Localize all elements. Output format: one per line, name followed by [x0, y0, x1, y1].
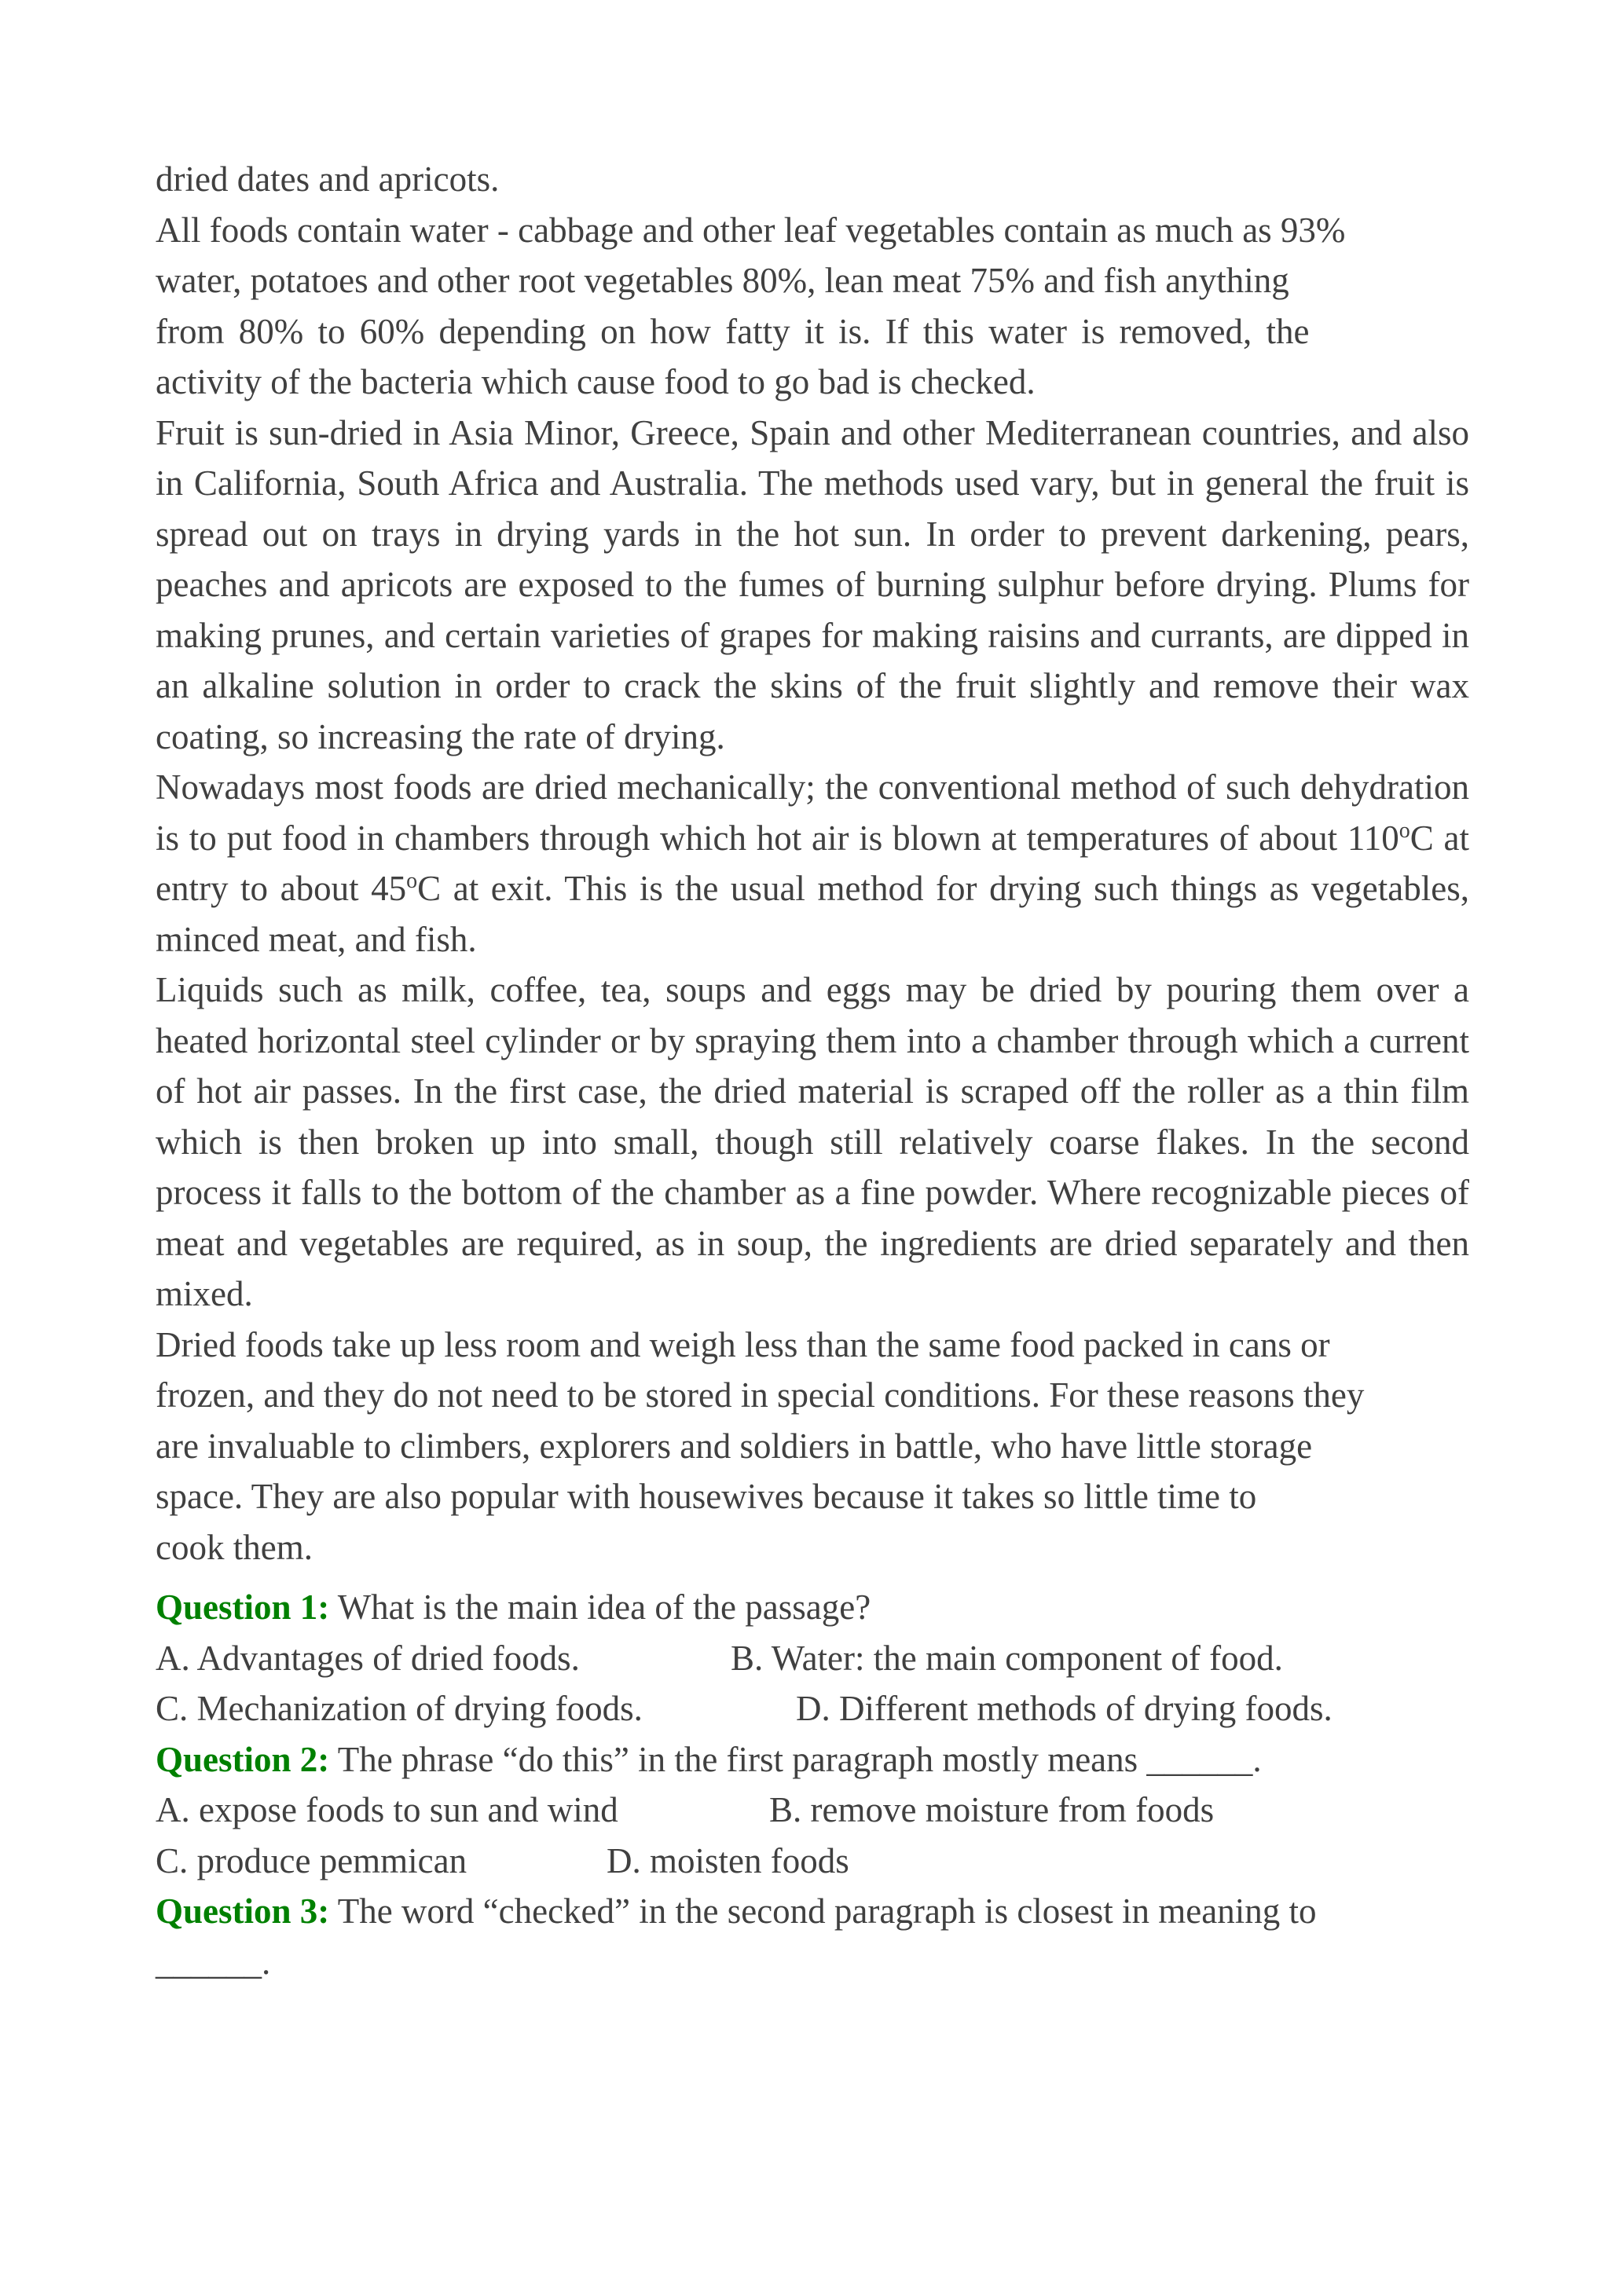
question-stem: [156, 1886, 1469, 1987]
passage-text: Nowadays most foods are dried mechanically; the conventional method of such dehydration is to put food in chambers through which hot air is blown at temperatures of about 110: [156, 767, 1469, 858]
passage-paragraph-mechanical-drying: [156, 762, 1469, 965]
question-1: [156, 1582, 1469, 1734]
passage-line: Dried foods take up less room and weigh less than the same food packed in cans or: [156, 1324, 1330, 1364]
option-a[interactable]: A. expose foods to sun and wind: [156, 1790, 618, 1829]
passage-line: water, potatoes and other root vegetables 80%, lean meat 75% and fish anything: [156, 261, 1289, 300]
passage-text: C at exit. This is the usual method for drying such things as vegetables, minced meat, and fish.: [156, 869, 1469, 959]
passage-paragraph-sun-drying: Fruit is sun-dried in Asia Minor, Greece, Spain and other Mediterranean countries, and also in California, South Africa and Australia. The methods used vary, but in general the fruit is spread out on trays in drying yards in the hot sun. In order to prevent darkening, pears, peaches and apricots are exposed to the fumes of burning sulphur before drying. Plums for making prunes, and certain varieties of grapes for making raisins and currants, are dipped in an alkaline solution in order to crack the skins of the fruit slightly and remove their wax coating, so increasing the rate of drying.: [156, 412, 1469, 756]
option-b[interactable]: B. Water: the main component of food.: [731, 1638, 1283, 1678]
passage-paragraph-fragment: [156, 154, 1469, 205]
passage-line: space. They are also popular with housewives because it takes so little time to: [156, 1477, 1257, 1516]
passage-text: C at entry to about 45: [156, 818, 1470, 908]
question-stem: [156, 1582, 1469, 1633]
passage-line: are invaluable to climbers, explorers and soldiers in battle, who have little storage: [156, 1426, 1313, 1466]
question-label: Question 2:: [156, 1739, 330, 1779]
passage-line: All foods contain water - cabbage and other leaf vegetables contain as much as 93%: [156, 210, 1346, 250]
option-c[interactable]: C. Mechanization of drying foods.: [156, 1689, 643, 1728]
passage-line: dried dates and apricots.: [156, 159, 500, 199]
option-b[interactable]: B. remove moisture from foods: [769, 1790, 1215, 1829]
passage-paragraph-liquid-drying: Liquids such as milk, coffee, tea, soups and eggs may be dried by pouring them over a heated horizontal steel cylinder or by spraying them into a chamber through which a current of hot air passes. In the first case, the dried material is scraped off the roller as a thin film which is then broken up into small, though still relatively coarse flakes. In the second process it falls to the bottom of the chamber as a fine powder. Where recognizable pieces of meat and vegetables are required, as in soup, the ingredients are dried separately and then mixed.: [156, 970, 1469, 1313]
document-page: [156, 154, 1469, 1987]
answer-blank: ______.: [156, 1942, 271, 1982]
question-label: Question 3:: [156, 1891, 330, 1931]
question-3: [156, 1886, 1469, 1987]
options-row: [156, 1785, 1469, 1836]
question-text: What is the main idea of the passage?: [329, 1587, 871, 1627]
question-stem: [156, 1734, 1469, 1785]
reading-passage: [156, 154, 1469, 1573]
option-a[interactable]: A. Advantages of dried foods.: [156, 1638, 580, 1678]
question-text: The phrase “do this” in the first paragraph mostly means ______.: [329, 1739, 1262, 1779]
passage-line: from 80% to 60% depending on how fatty it is. If this water is removed, the: [156, 311, 1310, 351]
passage-line: cook them.: [156, 1527, 313, 1567]
option-c[interactable]: C. produce pemmican: [156, 1840, 467, 1880]
options-row: [156, 1836, 1469, 1887]
question-label: Question 1:: [156, 1587, 330, 1627]
degree-superscript: o: [406, 869, 418, 893]
passage-paragraph-advantages: [156, 1320, 1469, 1573]
passage-line: frozen, and they do not need to be stored in special conditions. For these reasons they: [156, 1375, 1365, 1415]
passage-paragraph-water-content: [156, 205, 1469, 408]
degree-superscript: o: [1399, 818, 1410, 843]
options-row: [156, 1683, 1469, 1734]
question-2: [156, 1734, 1469, 1887]
option-d[interactable]: D. Different methods of drying foods.: [796, 1689, 1333, 1728]
option-d[interactable]: D. moisten foods: [607, 1840, 849, 1880]
options-row: [156, 1633, 1469, 1684]
passage-line: activity of the bacteria which cause food to go bad is checked.: [156, 362, 1036, 401]
question-text: The word “checked” in the second paragraph is closest in meaning to: [329, 1891, 1317, 1931]
